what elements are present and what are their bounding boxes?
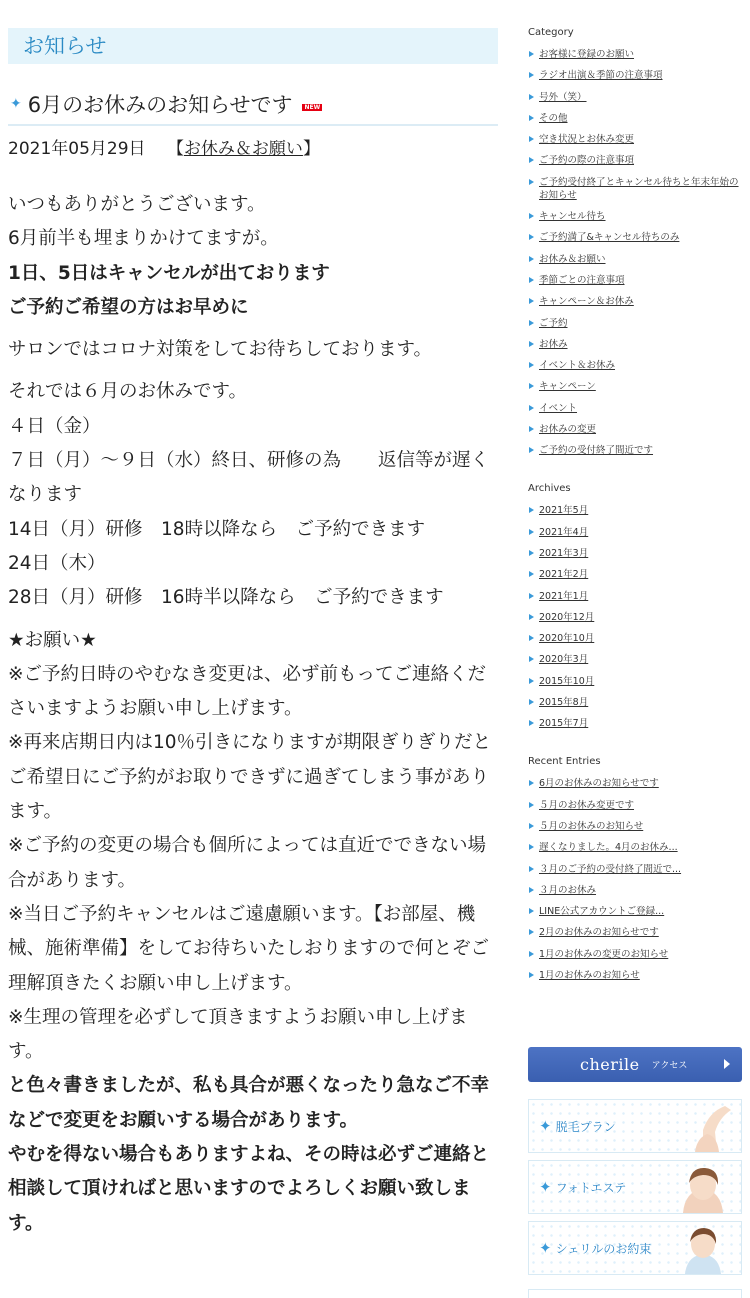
- recent-entry-item: [528, 799, 743, 812]
- category-link[interactable]: お客様に登録のお願い: [539, 49, 635, 60]
- category-item: [528, 231, 743, 244]
- post-paragraph: ※ご予約日時のやむなき変更は、必ず前もってご連絡くださいますようお願い申し上げます。: [8, 663, 487, 720]
- archive-item: [528, 568, 743, 581]
- access-brand: cherile: [580, 1055, 640, 1074]
- category-link[interactable]: 号外（笑）: [539, 91, 587, 103]
- archive-item: [528, 632, 743, 645]
- category-link[interactable]: ご予約受付終了とキャンセル待ちと年末年始のお知らせ: [539, 176, 739, 201]
- category-item: [528, 48, 743, 61]
- recent-entry-link[interactable]: ３月のご予約の受付終了間近で...: [539, 863, 682, 875]
- recent-list: [528, 777, 743, 982]
- recent-entry-link[interactable]: ５月のお休み変更です: [539, 799, 635, 811]
- banner-promise[interactable]: [528, 1221, 742, 1275]
- category-item: [528, 402, 743, 415]
- category-bracket-open: 【: [166, 139, 184, 159]
- section-header: [8, 28, 498, 64]
- category-item: [528, 359, 743, 372]
- post-paragraph: ※再来店期日内は10％引きになりますが期限ぎりぎりだとご希望日にご予約がお取りできずに過ぎてしまう事があります。: [8, 732, 492, 823]
- archive-item: [528, 504, 743, 517]
- post-paragraph: 6月前半も埋まりかけてますが。: [8, 228, 279, 250]
- archive-link[interactable]: 2021年3月: [539, 547, 589, 559]
- recent-entry-item: [528, 863, 743, 876]
- post-paragraph: 28日（月）研修 16時半以降なら ご予約できます: [8, 587, 444, 609]
- category-bracket-close: 】: [302, 139, 320, 159]
- banner-photo-esthe[interactable]: [528, 1160, 742, 1214]
- archives-heading: Archives: [528, 483, 571, 495]
- recent-heading: Recent Entries: [528, 756, 601, 768]
- recent-entry-link[interactable]: ５月のお休みのお知らせ: [539, 820, 644, 832]
- post-paragraph: ※生理の管理を必ずして頂きますようお願い申し上げます。: [8, 1006, 468, 1063]
- category-link[interactable]: ご予約満了&キャンセル待ちのみ: [539, 232, 680, 244]
- category-link[interactable]: ご予約の受付終了間近です: [539, 445, 654, 457]
- category-item: [528, 380, 743, 393]
- recent-entry-item: [528, 926, 743, 939]
- category-link[interactable]: 空き状況とお休み変更: [539, 134, 635, 146]
- woman-smile-icon: [673, 1224, 733, 1274]
- post-paragraph: サロンではコロナ対策をしてお待ちしております。: [8, 339, 433, 361]
- sparkle-icon: ✦: [539, 1117, 552, 1135]
- post-title-row: [8, 84, 498, 126]
- archive-link[interactable]: 2021年5月: [539, 505, 589, 517]
- archive-item: [528, 675, 743, 688]
- category-item: [528, 423, 743, 436]
- archives-block: [528, 482, 743, 730]
- archive-link[interactable]: 2015年10月: [539, 675, 595, 687]
- category-item: [528, 210, 743, 223]
- recent-entry-item: [528, 841, 743, 854]
- archive-item: [528, 717, 743, 730]
- recent-entry-link[interactable]: 1月のお休みのお知らせ: [539, 969, 640, 981]
- category-item: [528, 176, 743, 202]
- post-paragraph: ★お願い★: [8, 629, 97, 651]
- recent-block: [528, 755, 743, 982]
- category-link[interactable]: 季節ごとの注意事項: [539, 274, 625, 286]
- post-paragraph: それでは６月のお休みです。: [8, 381, 248, 403]
- sidebar: [528, 26, 743, 990]
- category-list: [528, 48, 743, 457]
- post-paragraph: と色々書きましたが、私も具合が悪くなったり急なご不幸などで変更をお願いする場合があります。: [8, 1075, 490, 1131]
- recent-entry-item: [528, 777, 743, 790]
- recent-entry-link[interactable]: 6月のお休みのお知らせです: [539, 778, 659, 790]
- woman-arm-icon: [673, 1102, 733, 1152]
- category-item: [528, 91, 743, 104]
- archive-link[interactable]: 2020年12月: [539, 611, 595, 623]
- archive-item: [528, 526, 743, 539]
- post-paragraph: ご予約ご希望の方はお早めに: [8, 296, 249, 318]
- banner-hair-removal[interactable]: [528, 1099, 742, 1153]
- post-title: 6月のお休みのお知らせです: [27, 93, 293, 117]
- recent-entry-item: [528, 948, 743, 961]
- archive-item: [528, 590, 743, 603]
- category-link[interactable]: キャンペーン＆お休み: [539, 296, 634, 308]
- category-item: [528, 69, 743, 82]
- post-date: 2021年05月29日: [8, 139, 146, 159]
- access-label: アクセス: [651, 1061, 688, 1071]
- category-item: [528, 253, 743, 266]
- post-paragraph: 1日、5日はキャンセルが出ております: [8, 262, 330, 284]
- new-badge: NEW: [304, 103, 321, 111]
- category-item: [528, 274, 743, 287]
- banner-label: シェリルのお約束: [555, 1241, 652, 1256]
- post-paragraph: ４日（金）: [8, 415, 101, 437]
- archive-link[interactable]: 2015年7月: [539, 718, 589, 730]
- category-link[interactable]: ご予約の際の注意事項: [539, 155, 635, 167]
- post-category-link[interactable]: お休み＆お願い: [183, 139, 303, 159]
- archive-link[interactable]: 2021年4月: [539, 526, 589, 538]
- category-link[interactable]: キャンペーン: [539, 381, 596, 393]
- recent-entry-link[interactable]: ３月のお休み: [539, 884, 597, 896]
- archive-link[interactable]: 2015年8月: [539, 697, 589, 709]
- recent-entry-link[interactable]: 1月のお休みの変更のお知らせ: [539, 948, 669, 960]
- banner-label: 脱毛プラン: [555, 1119, 616, 1134]
- sparkle-icon: ✦: [10, 96, 22, 112]
- woman-face-icon: [673, 1163, 733, 1213]
- category-link[interactable]: イベント: [539, 402, 578, 414]
- category-link[interactable]: イベント＆お休み: [539, 360, 616, 372]
- section-title: お知らせ: [23, 34, 107, 58]
- sparkle-icon: ✦: [539, 1239, 552, 1257]
- category-item: [528, 295, 743, 308]
- post-meta: [8, 136, 498, 162]
- recent-entry-item: [528, 884, 743, 897]
- recent-entry-link[interactable]: LINE公式アカウントご登録...: [539, 906, 665, 918]
- category-link[interactable]: キャンセル待ち: [539, 211, 606, 223]
- recent-entry-item: [528, 905, 743, 918]
- archives-list: [528, 504, 743, 730]
- sparkle-icon: ✦: [539, 1178, 552, 1196]
- category-block: [528, 26, 743, 457]
- post-paragraph: いつもありがとうございます。: [8, 194, 266, 215]
- category-link[interactable]: ご予約: [539, 317, 568, 329]
- category-item: [528, 444, 743, 457]
- archive-link[interactable]: 2020年10月: [539, 633, 595, 645]
- archive-item: [528, 547, 743, 560]
- category-link[interactable]: お休み: [539, 338, 568, 350]
- category-item: [528, 112, 743, 125]
- archive-link[interactable]: 2021年1月: [539, 590, 589, 602]
- archive-item: [528, 653, 743, 666]
- post-paragraph: やむを得ない場合もありますよね、その時は必ずご連絡と相談して頂ければと思いますのでよろしくお願い致します。: [8, 1144, 490, 1234]
- post-paragraph: 14日（月）研修 18時以降なら ご予約できます: [8, 518, 426, 540]
- category-link[interactable]: お休み＆お願い: [539, 253, 606, 265]
- main-content: [8, 28, 498, 1241]
- post-paragraph: ※当日ご予約キャンセルはご遠慮願います。【お部屋、機械、施術準備】をしてお待ちいたしおりますので何とぞご理解頂きたくお願い申し上げます。: [8, 903, 490, 994]
- archive-link[interactable]: 2021年2月: [539, 569, 589, 581]
- post-body: [8, 188, 498, 1241]
- category-item: [528, 317, 743, 330]
- category-heading: Category: [528, 27, 574, 38]
- category-item: [528, 154, 743, 167]
- post-paragraph: 24日（木）: [8, 552, 106, 574]
- banner-partial[interactable]: [528, 1289, 742, 1298]
- category-link[interactable]: その他: [539, 112, 568, 124]
- archive-item: [528, 611, 743, 624]
- recent-entry-item: [528, 969, 743, 982]
- arrow-right-icon: [724, 1059, 730, 1069]
- access-button[interactable]: [528, 1047, 742, 1082]
- category-item: [528, 133, 743, 146]
- recent-entry-link[interactable]: 2月のお休みのお知らせです: [539, 927, 659, 939]
- category-item: [528, 338, 743, 351]
- archive-item: [528, 696, 743, 709]
- banner-label: フォトエステ: [555, 1180, 627, 1195]
- archive-link[interactable]: 2020年3月: [539, 654, 589, 666]
- post-paragraph: ７日（月）～９日（水）終日、研修の為 返信等が遅くなります: [8, 450, 490, 506]
- recent-entry-item: [528, 820, 743, 833]
- post-paragraph: ※ご予約の変更の場合も個所によっては直近でできない場合があります。: [8, 835, 487, 891]
- category-link[interactable]: お休みの変更: [539, 424, 597, 436]
- recent-entry-link[interactable]: 遅くなりました。4月のお休み...: [539, 842, 678, 854]
- category-link[interactable]: ラジオ出演＆季節の注意事項: [539, 70, 663, 82]
